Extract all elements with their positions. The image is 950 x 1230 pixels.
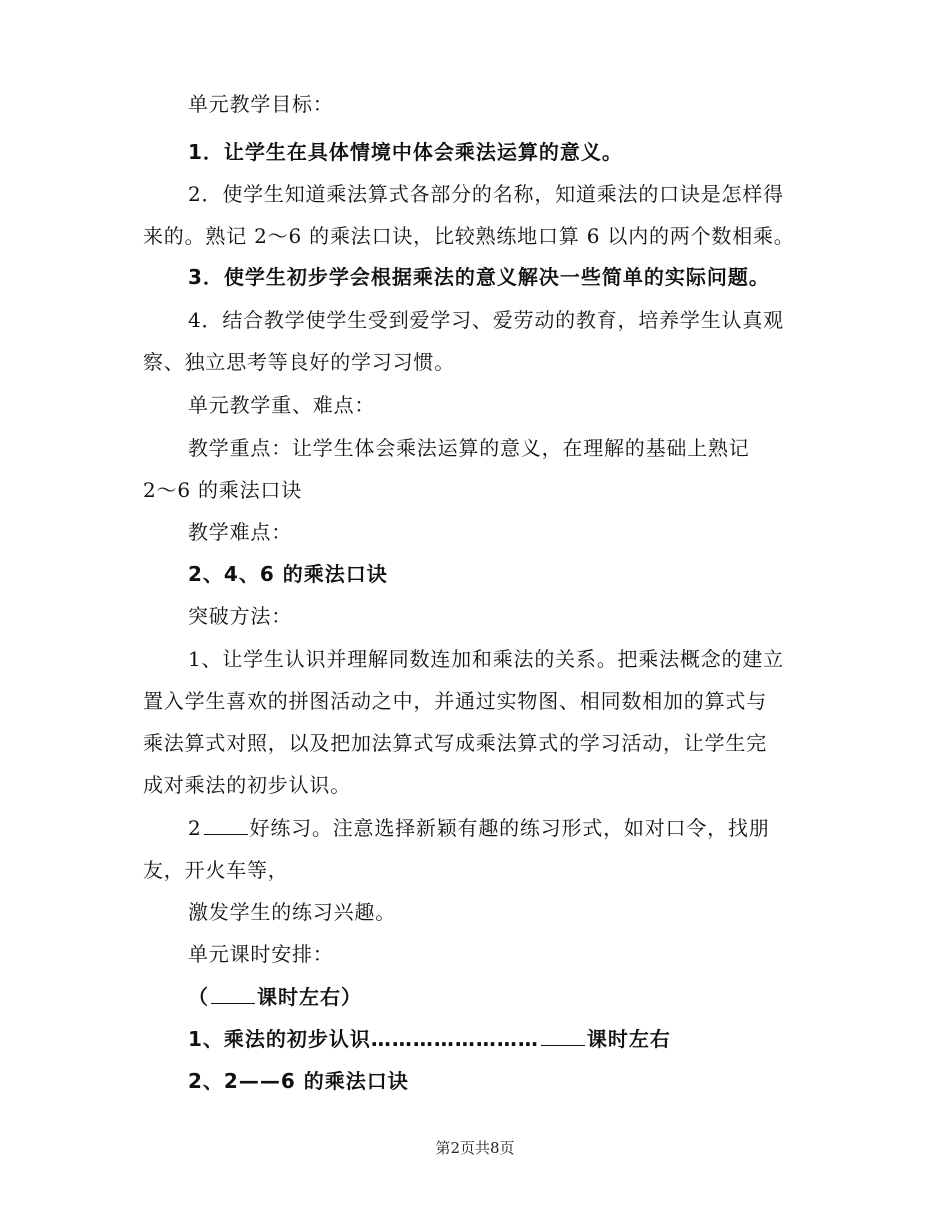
section-heading-key-points: 单元教学重、难点： [188, 393, 376, 417]
section-heading-schedule: 单元课时安排： [188, 942, 334, 966]
method-2-line-2: 友，开火车等， [143, 858, 289, 882]
method-1-line-2: 置入学生喜欢的拼图活动之中，并通过实物图、相同数相加的算式与 [143, 689, 767, 713]
method-2-line-1 [188, 815, 868, 841]
teaching-focus-line-2: 2～6 的乘法口诀 [143, 478, 303, 502]
schedule-total-hours [188, 984, 868, 1010]
goal-item-4-line-2: 察、独立思考等良好的学习习惯。 [143, 350, 455, 374]
goal-item-2-line-2: 来的。熟记 2～6 的乘法口诀，比较熟练地口算 6 以内的两个数相乘。 [143, 224, 795, 248]
fill-in-blank [541, 1027, 585, 1046]
page-number-footer: 第2页共8页 [435, 1139, 515, 1157]
schedule-item-2: 2、2——6 的乘法口诀 [188, 1069, 409, 1093]
method-1-line-3: 乘法算式对照，以及把加法算式写成乘法算式的学习活动，让学生完 [143, 731, 767, 755]
method-2-text: 好练习。注意选择新颖有趣的练习形式，如对口令，找朋 [249, 816, 770, 840]
section-heading-methods: 突破方法： [188, 604, 292, 628]
schedule-open-paren: （ [188, 985, 209, 1009]
method-1-line-4: 成对乘法的初步认识。 [143, 773, 351, 797]
method-2-number: 2 [188, 816, 202, 840]
schedule-item-1-title: 1、乘法的初步认识…………………… [188, 1027, 539, 1051]
fill-in-blank [204, 816, 248, 835]
goal-item-1: 1．让学生在具体情境中体会乘法运算的意义。 [188, 140, 623, 164]
method-2-line-3: 激发学生的练习兴趣。 [188, 900, 396, 924]
teaching-focus-line-1: 教学重点：让学生体会乘法运算的意义，在理解的基础上熟记 [188, 436, 750, 460]
teaching-difficulty-content: 2、4、6 的乘法口诀 [188, 562, 388, 586]
goal-item-2-line-1: 2．使学生知道乘法算式各部分的名称，知道乘法的口诀是怎样得 [188, 182, 784, 206]
schedule-item-1-suffix: 课时左右 [586, 1027, 671, 1051]
goal-item-4-line-1: 4．结合教学使学生受到爱学习、爱劳动的教育，培养学生认真观 [188, 308, 784, 332]
fill-in-blank [211, 985, 255, 1004]
schedule-total-suffix: 课时左右） [257, 985, 362, 1009]
goal-item-3: 3．使学生初步学会根据乘法的意义解决一些简单的实际问题。 [188, 265, 770, 289]
method-1-line-1: 1、让学生认识并理解同数连加和乘法的关系。把乘法概念的建立 [188, 647, 784, 671]
teaching-difficulty-heading: 教学难点： [188, 520, 292, 544]
schedule-item-1 [188, 1026, 868, 1052]
section-heading-unit-goals: 单元教学目标： [188, 92, 334, 116]
